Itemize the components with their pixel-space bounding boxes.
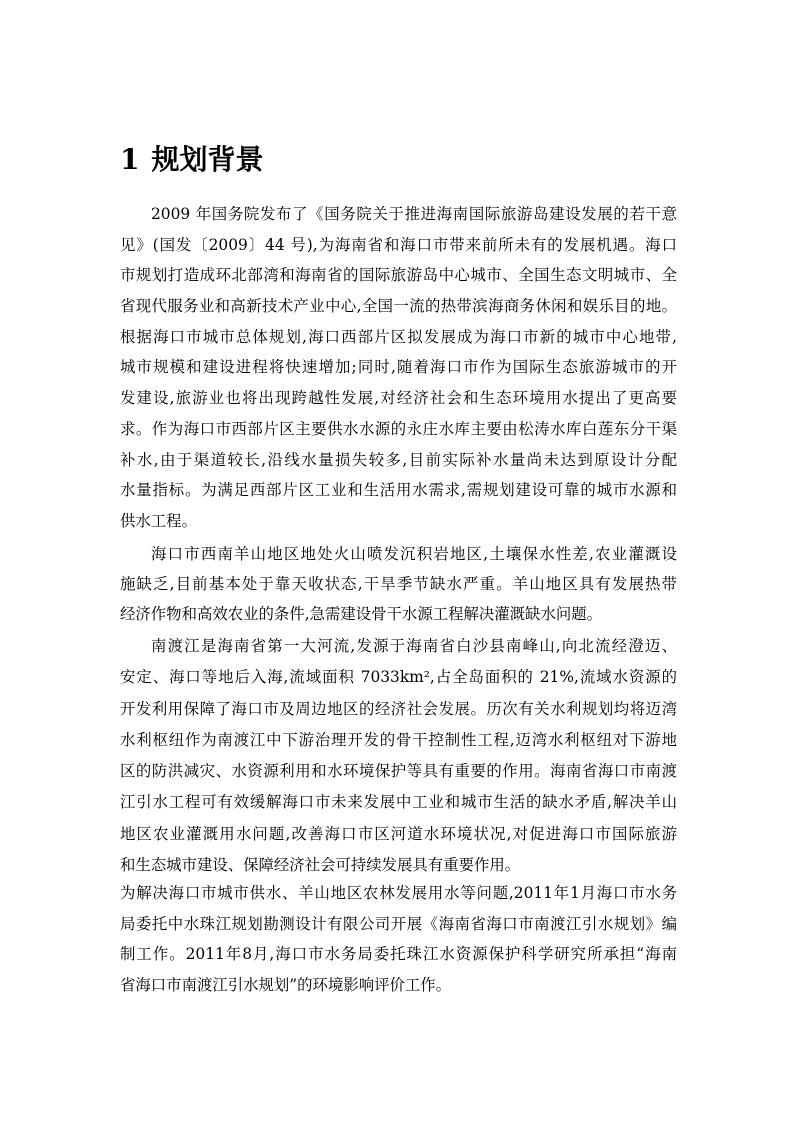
paragraph-background [120,199,677,537]
paragraph-yangshan [120,539,677,629]
text-line: 开发利用保障了海口市及周边地区的经济社会发展。历次有关水利规划均将迈湾 [120,699,677,718]
text-line: 经济作物和高效农业的条件,急需建设骨干水源工程解决灌溉缺水问题。 [120,605,603,623]
text-line: 地区农业灌溉用水问题,改善海口市区河道水环境状况,对促进海口市国际旅游 [120,824,677,843]
text-line: 省现代服务业和高新技术产业中心,全国一流的热带滨海商务休闲和娱乐目的地。 [120,297,677,316]
text-line: 供水工程。 [120,511,197,530]
section-number: 1 [120,143,140,176]
text-line: 补水,由于渠道较长,沿线水量损失较多,目前实际补水量尚未达到原设计分配 [120,450,677,469]
text-line: 城市规模和建设进程将快速增加;同时,随着海口市作为国际生态旅游城市的开 [120,358,677,377]
text-line: 根据海口市城市总体规划,海口西部片区拟发展成为海口市新的城市中心地带, [120,327,677,346]
text-line: 求。作为海口市西部片区主要供水水源的永庄水库主要由松涛水库白莲东分干渠 [120,419,677,438]
text-line: 局委托中水珠江规划勘测设计有限公司开展《海南省海口市南渡江引水规划》编 [120,914,677,933]
text-line: 和生态城市建设、保障经济社会可持续发展具有重要作用。 [120,856,521,875]
text-line: 2009 年国务院发布了《国务院关于推进海南国际旅游岛建设发展的若干意 [151,205,677,223]
text-line: 水利枢纽作为南渡江中下游治理开发的骨干控制性工程,迈湾水利枢纽对下游地 [120,730,677,749]
text-line: 水量指标。为满足西部片区工业和生活用水需求,需规划建设可靠的城市水源和 [120,481,677,500]
text-line: 区的防洪减灾、水资源利用和水环境保护等具有重要的作用。海南省海口市南渡 [120,762,677,781]
text-line: 为解决海口市城市供水、羊山地区农林发展用水等问题,2011年1月海口市水务 [120,884,677,902]
text-line: 江引水工程可有效缓解海口市未来发展中工业和城市生活的缺水矛盾,解决羊山 [120,793,677,812]
text-line: 施缺乏,目前基本处于靠天收状态,干旱季节缺水严重。羊山地区具有发展热带 [120,575,677,593]
text-line: 省海口市南渡江引水规划”的环境影响评价工作。 [120,976,452,995]
paragraph-planning-work [120,878,677,1001]
text-line: 海口市西南羊山地区地处火山喷发沉积岩地区,土壤保水性差,农业灌溉设 [151,545,677,563]
text-line: 制工作。2011年8月,海口市水务局委托珠江水资源保护科学研究所承担“海南 [120,945,677,964]
section-title: 规划背景 [151,143,264,176]
text-line: 南渡江是海南省第一大河流,发源于海南省白沙县南峰山,向北流经澄迈、 [151,637,677,655]
text-line: 安定、海口等地后入海,流域面积 7033km²,占全岛面积的 21%,流域水资源的 [120,668,677,687]
section-heading [120,140,264,180]
text-line: 见》(国发〔2009〕44 号),为海南省和海口市带来前所未有的发展机遇。海口 [120,235,677,254]
paragraph-nandu-river [120,631,677,881]
text-line: 发建设,旅游业也将出现跨越性发展,对经济社会和生态环境用水提出了更高要 [120,389,677,408]
text-line: 市规划打造成环北部湾和海南省的国际旅游岛中心城市、全国生态文明城市、全 [120,266,677,285]
